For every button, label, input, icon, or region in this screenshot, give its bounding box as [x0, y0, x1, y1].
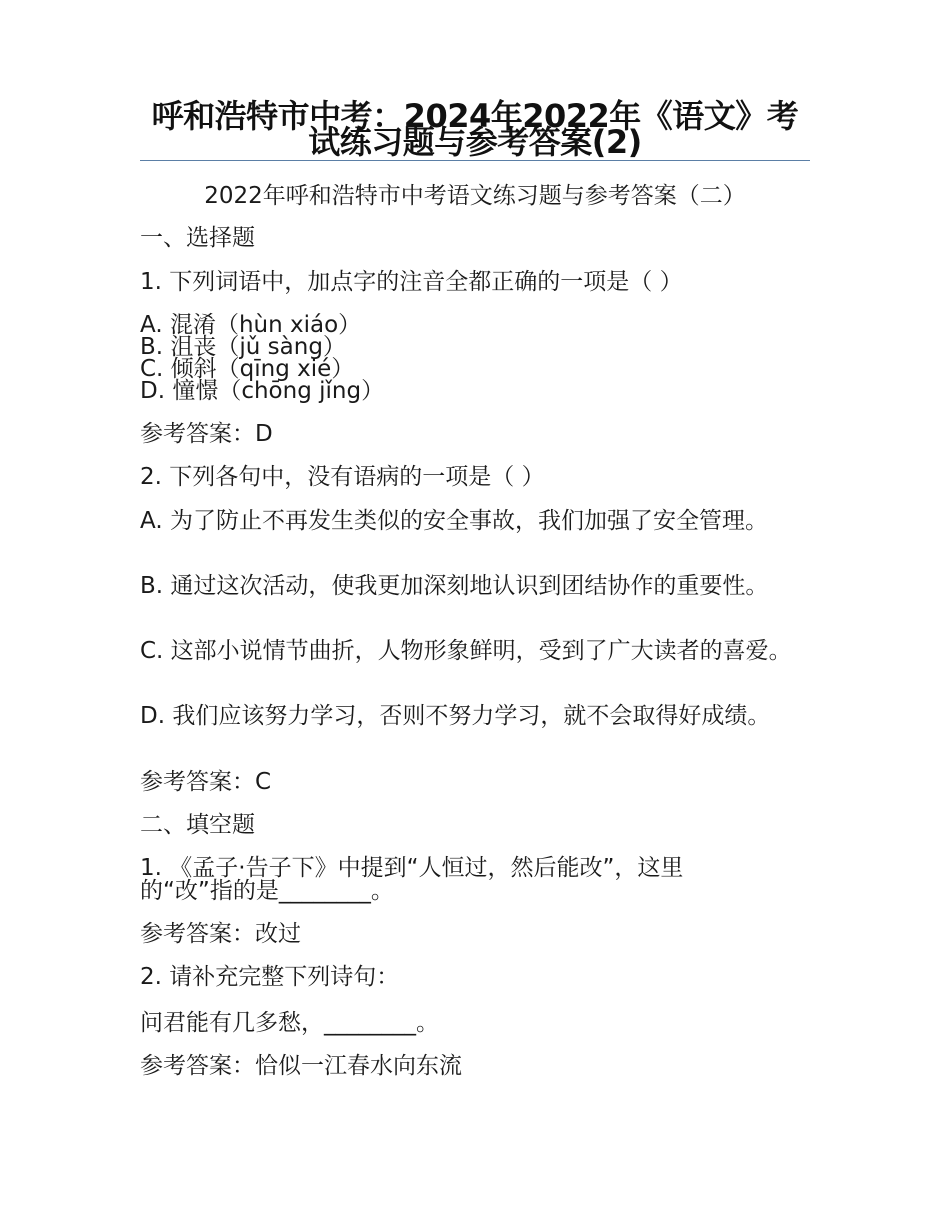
question-2-stem: 2. 下列各句中，没有语病的一项是（ ）: [140, 464, 545, 490]
question-1-option-c: C. 倾斜（qīng xié）: [140, 356, 355, 382]
fill-question-1-stem: 1. 《孟子·告子下》中提到“人恒过，然后能改”，这里的“改”指的是________。: [140, 855, 684, 904]
question-2-answer: 参考答案：C: [140, 769, 272, 795]
fill-question-2-stem: 2. 请补充完整下列诗句：: [140, 964, 400, 990]
question-2-option-c: C. 这部小说情节曲折，人物形象鲜明，受到了广大读者的喜爱。: [140, 638, 792, 664]
section-heading-fill: 二、填空题: [140, 812, 255, 838]
question-2-option-b: B. 通过这次活动，使我更加深刻地认识到团结协作的重要性。: [140, 573, 769, 599]
question-2-option-d: D. 我们应该努力学习，否则不努力学习，就不会取得好成绩。: [140, 703, 771, 729]
question-1-option-a: A. 混淆（hùn xiáo）: [140, 312, 362, 338]
question-1-option-d: D. 憧憬（chōng jǐng）: [140, 378, 385, 404]
fill-question-1-answer: 参考答案：改过: [140, 921, 301, 947]
fill-question-2-line: 问君能有几多愁，________。: [140, 1010, 439, 1036]
section-heading-choice: 一、选择题: [140, 225, 255, 251]
title-divider: [140, 160, 810, 161]
document-title: 呼和浩特市中考：2024年2022年《语文》考试练习题与参考答案(2): [151, 97, 799, 161]
fill-question-2-answer: 参考答案：恰似一江春水向东流: [140, 1053, 462, 1079]
document-subtitle: 2022年呼和浩特市中考语文练习题与参考答案（二）: [204, 183, 746, 209]
question-1-answer: 参考答案：D: [140, 421, 273, 447]
question-1-stem: 1. 下列词语中，加点字的注音全都正确的一项是（ ）: [140, 269, 683, 295]
question-2-option-a: A. 为了防止不再发生类似的安全事故，我们加强了安全管理。: [140, 508, 768, 534]
question-1-option-b: B. 沮丧（jǔ sàng）: [140, 334, 346, 360]
